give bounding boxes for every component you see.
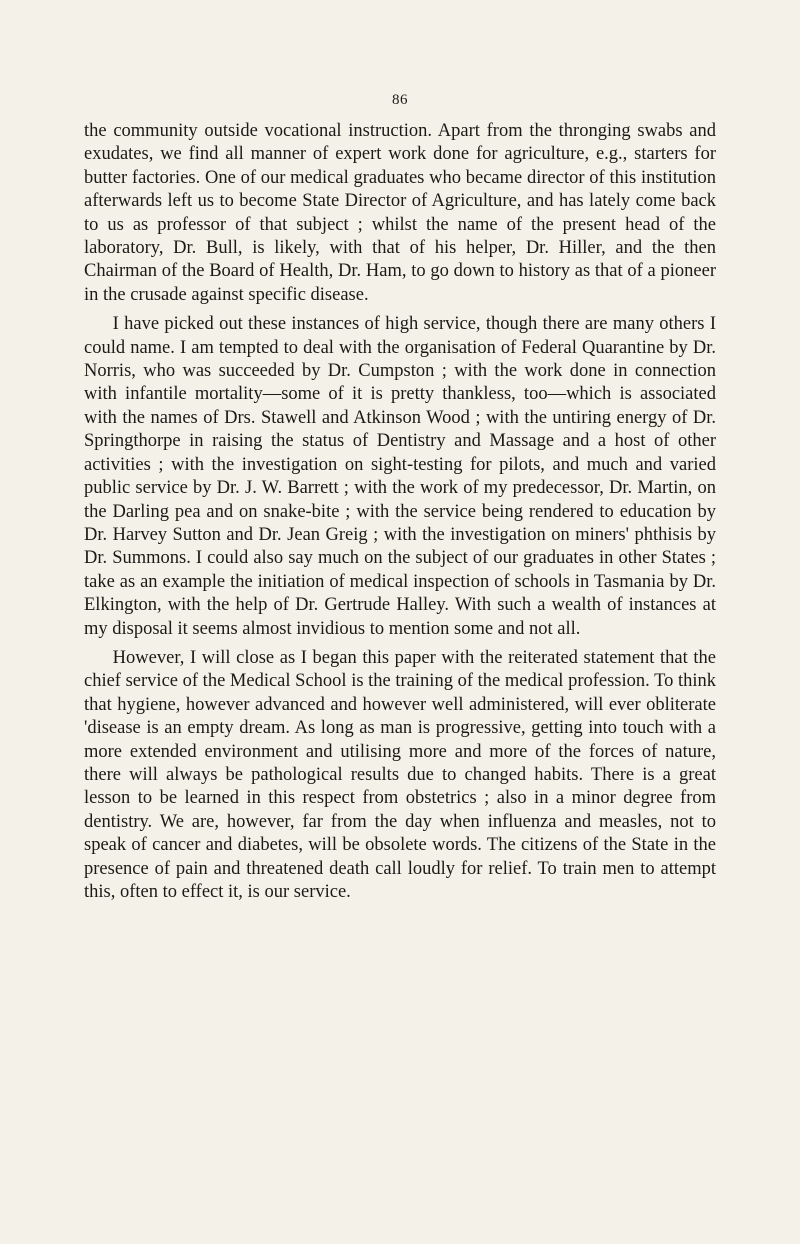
paragraph-instances: I have picked out these instances of high service, though there are many others I could name. I am tempted to deal with the organisation of Federal Quarantine by Dr. Norris, who was succeeded by Dr. Cumpston ; with the work done in connection with infantile mortality—some of it is pretty thankless, too—which is associated with the names of Drs. Stawell and Atkinson Wood ; with the untiring energy of Dr. Springthorpe in raising the status of Dentistry and Massage and a host of other activities ; with the investigation on sight-testing for pilots, and much and varied public service by Dr. J. W. Barrett ; with the work of my predecessor, Dr. Martin, on the Darling pea and on snake-bite ; with the service being rendered to education by Dr. Harvey Sutton and Dr. Jean Greig ; with the investigation on miners' phthisis by Dr. Summons. I could also say much on the subject of our graduates in other States ; take as an example the initiation of medical inspection of schools in Tasmania by Dr. Elkington, with the help of Dr. Gertrude Halley. With such a wealth of instances at my disposal it seems almost invidious to mention some and not all. <box>84 314 716 639</box>
paragraph-conclusion: However, I will close as I began this paper with the reiterated statement that the chief service of the Medical School is the training of the medical profession. To think that hygiene, however advanced and however well administered, will ever obliterate 'disease is an empty dream. As long as man is progressive, getting into touch with a more extended environment and utilising more and more of the forces of nature, there will always be pathological results due to changed habits. There is a great lesson to be learned in this respect from obstetrics ; also in a minor degree from dentistry. We are, however, far from the day when influenza and measles, not to speak of cancer and diabetes, will be obsolete words. The citizens of the State in the presence of pain and threatened death call loudly for relief. To train men to attempt this, often to effect it, is our service. <box>84 647 716 902</box>
paragraph-continuation: the community outside vocational instruction. Apart from the thronging swabs and exudates, we find all manner of expert work done for agriculture, e.g., starters for butter factories. One of our medical graduates who became director of this institution afterwards left us to become State Director of Agriculture, and has lately come back to us as professor of that subject ; whilst the name of the present head of the laboratory, Dr. Bull, is likely, with that of his helper, Dr. Hiller, and the then Chairman of the Board of Health, Dr. Ham, to go down to history as that of a pioneer in the crusade against specific disease. <box>84 121 716 305</box>
body-text <box>84 120 716 904</box>
page-number: 86 <box>392 92 408 108</box>
